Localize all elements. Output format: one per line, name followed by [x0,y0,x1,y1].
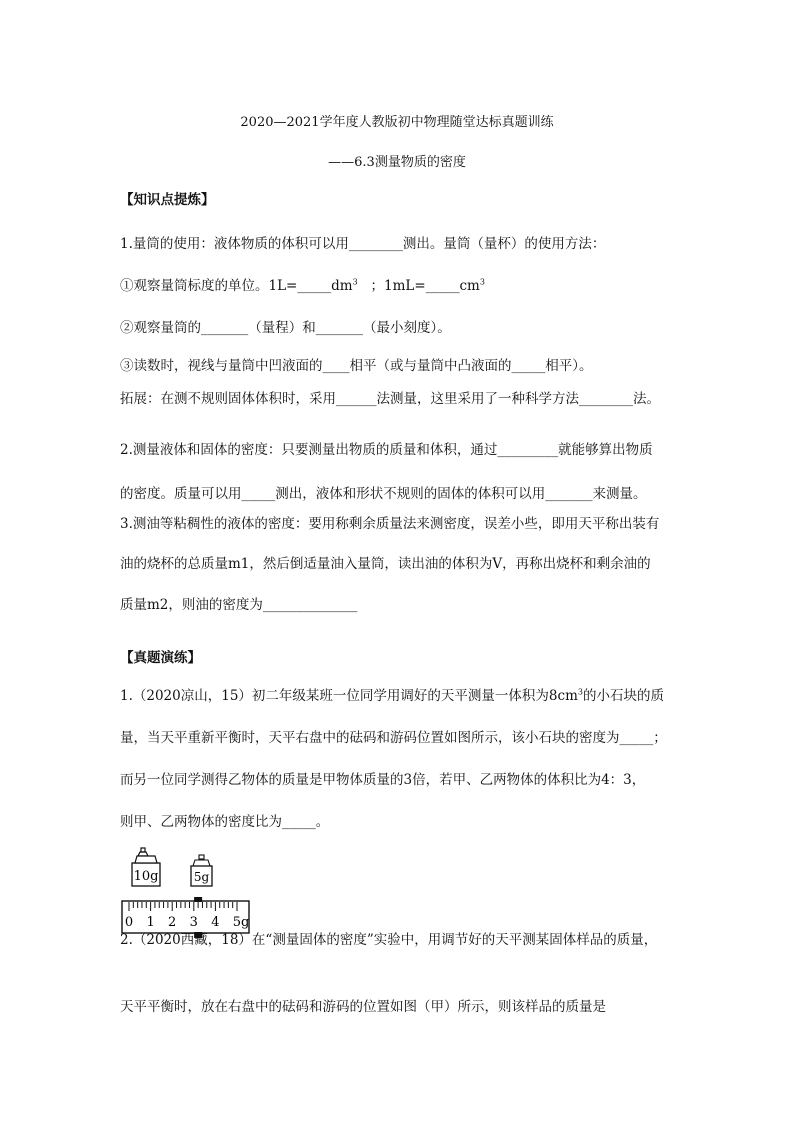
knowledge-line-10: 质量m2，则油的密度为______________ [120,597,358,613]
practice-heading: 【真题演练】 [120,650,201,666]
knowledge-heading: 【知识点提炼】 [120,192,215,208]
knowledge-line-4: ③读数时，视线与量筒中凹液面的____相平（或与量筒中凸液面的_____相平）。 [120,358,593,374]
knowledge-line-3: ②观察量筒的_______（量程）和_______（最小刻度）。 [120,320,451,336]
knowledge-line-2c: ；1mL=_____cm [357,278,480,294]
question-1-line-4: 则甲、乙两物体的密度比为_____。 [120,814,330,830]
knowledge-line-5: 拓展：在测不规则固体体积时，采用______法测量，这里采用了一种科学方法________法。 [120,391,660,407]
superscript-3: 3 [352,277,358,287]
scale-label: 1 [146,915,155,930]
superscript-3: 3 [577,687,583,697]
balance-weights-figure [120,845,260,940]
knowledge-line-9: 油的烧杯的总质量m1，然后倒适量油入量筒，读出油的体积为V，再称出烧杯和剩余油的 [120,556,651,572]
document-title: 2020—2021学年度人教版初中物理随堂达标真题训练 [240,115,554,130]
document-subtitle: ——6.3测量物质的密度 [328,155,466,170]
scale-label: 2 [168,915,177,930]
question-2-line-1: 2.（2020西藏，18）在“测量固体的密度”实验中，用调节好的天平测某固体样品的质量， [120,932,658,948]
superscript-3: 3 [479,277,485,287]
question-1-line-1b: 的小石块的质 [582,688,664,704]
knowledge-line-8: 3.测油等粘稠性的液体的密度：要用称剩余质量法来测密度，误差小些，即用天平称出装有 [120,516,660,532]
knowledge-line-6: 2.测量液体和固体的密度：只要测量出物质的质量和体积，通过_________就能够算出物质 [120,442,653,458]
scale-label: 5g [232,915,250,930]
question-1-line-3: 而另一位同学测得乙物体的质量是甲物体质量的3倍，若甲、乙两物体的体积比为4：3， [120,772,646,788]
knowledge-line-2a: ①观察量筒标度的单位。1L=_____dm [120,278,353,294]
rider-marker-top [194,897,202,902]
weight-10g-label: 10g [133,869,159,884]
scale-label: 4 [211,915,220,930]
knowledge-line-1: 1.量筒的使用：液体物质的体积可以用________测出。量筒（量杯）的使用方法： [120,236,606,252]
question-1-line-1a: 1.（2020凉山，15）初二年级某班一位同学用调好的天平测量一体积为8cm [120,688,578,704]
weight-5g-label: 5g [193,870,210,884]
scale-label: 3 [189,915,198,930]
knowledge-line-2 [120,276,694,296]
scale-label: 0 [124,915,134,930]
knowledge-line-7: 的密度。质量可以用_____测出，液体和形状不规则的固体的体积可以用_______来测量。 [120,486,647,502]
weight-5g [191,855,212,886]
question-2-line-2: 天平平衡时，放在右盘中的砝码和游码的位置如图（甲）所示，则该样品的质量是 [120,999,606,1015]
weight-10g [132,848,160,886]
question-1-line-2: 量，当天平重新平衡时，天平右盘中的砝码和游码位置如图所示，该小石块的密度为_____； [120,730,667,746]
question-1-line-1 [120,686,694,706]
